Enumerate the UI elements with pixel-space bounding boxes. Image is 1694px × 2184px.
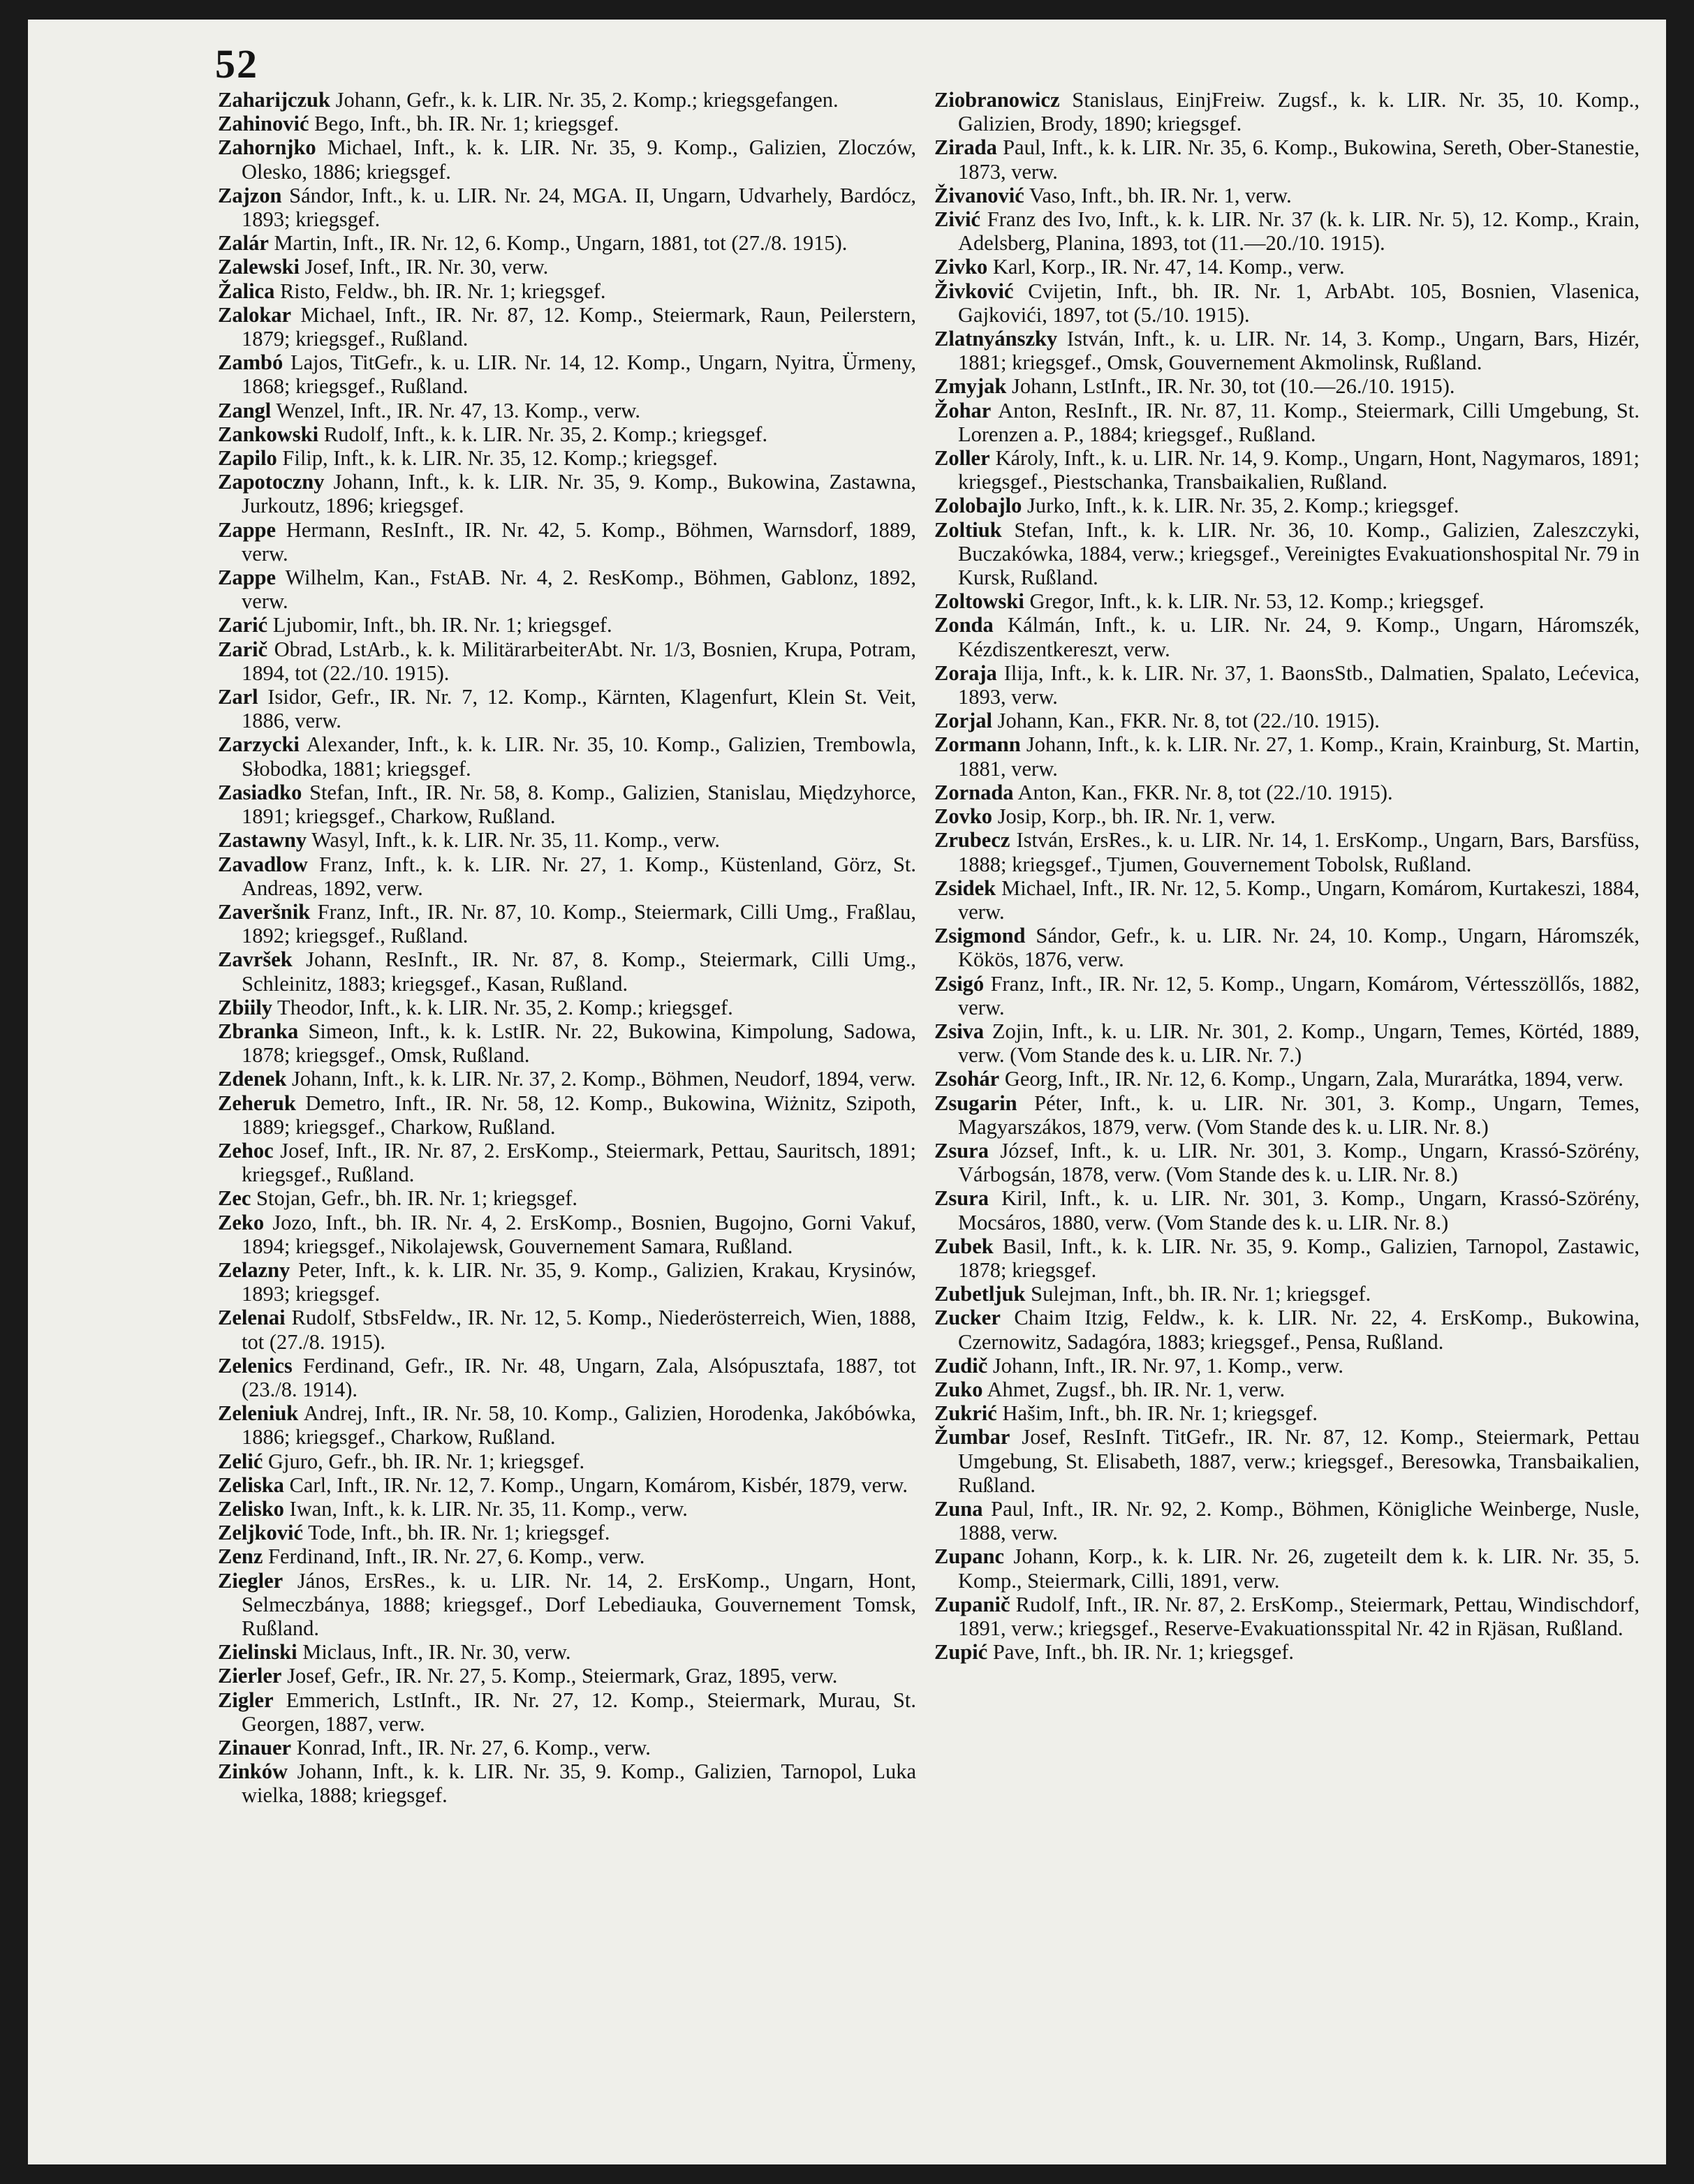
entry-details: Johann, Kan., FKR. Nr. 8, tot (22./10. 1915).: [992, 709, 1380, 733]
entry-details: Josef, Inft., IR. Nr. 87, 2. ErsKomp., Steiermark, Pettau, Sauritsch, 1891; kriegsgef., Rußland.: [242, 1138, 916, 1187]
entry-details: Andrej, Inft., IR. Nr. 58, 10. Komp., Galizien, Horodenka, Jakóbówka, 1886; kriegsgef., Charkow, Rußland.: [242, 1401, 916, 1449]
casualty-entry: [218, 900, 916, 947]
entry-surname: Zsura: [934, 1138, 989, 1163]
casualty-entry: [218, 1091, 916, 1139]
casualty-entry: [218, 1401, 916, 1449]
entry-surname: Žalica: [218, 279, 275, 303]
entry-surname: Zuna: [934, 1496, 983, 1521]
document-page: [28, 20, 1666, 2164]
entry-details: Stefan, Inft., k. k. LIR. Nr. 36, 10. Komp., Galizien, Zaleszczyki, Buczakówka, 1884, verw.; kriegsgef., Vereinigtes Evakuationshospital Nr. 79 in Kursk, Rußland.: [958, 517, 1640, 590]
entry-details: Vaso, Inft., bh. IR. Nr. 1, verw.: [1024, 183, 1292, 207]
entry-surname: Živanović: [934, 183, 1024, 207]
entry-surname: Zankowski: [218, 422, 319, 446]
entry-surname: Zeljković: [218, 1521, 303, 1545]
casualty-entry: [218, 1473, 916, 1497]
casualty-entry: [934, 589, 1640, 613]
casualty-entry: [218, 637, 916, 685]
entry-details: Georg, Inft., IR. Nr. 12, 6. Komp., Ungarn, Zala, Murarátka, 1894, verw.: [999, 1067, 1623, 1091]
entry-details: Anton, ResInft., IR. Nr. 87, 11. Komp., Steiermark, Cilli Umgebung, St. Lorenzen a. P., 1884; kriegsgef., Rußland.: [958, 398, 1640, 446]
casualty-entry: [934, 494, 1640, 517]
entry-details: Gregor, Inft., k. k. LIR. Nr. 53, 12. Komp.; kriegsgef.: [1024, 589, 1485, 614]
casualty-entry: [218, 1306, 916, 1353]
entry-surname: Zec: [218, 1186, 251, 1211]
casualty-entry: [218, 135, 916, 183]
casualty-entry: [218, 184, 916, 231]
casualty-entry: [934, 1019, 1640, 1067]
entry-surname: Zucker: [934, 1306, 1001, 1330]
entry-details: Sándor, Inft., k. u. LIR. Nr. 24, MGA. II, Ungarn, Udvarhely, Bardócz, 1893; kriegsgef.: [242, 183, 916, 232]
entry-details: Cvijetin, Inft., bh. IR. Nr. 1, ArbAbt. 105, Bosnien, Vlasenica, Gajkovići, 1897, tot (5./10. 1915).: [958, 279, 1640, 327]
casualty-entry: [934, 1186, 1640, 1234]
entry-surname: Zambó: [218, 351, 283, 375]
entry-surname: Zsura: [934, 1186, 989, 1211]
casualty-entry: [218, 1067, 916, 1091]
entry-surname: Zbiily: [218, 995, 272, 1019]
entry-details: Karl, Korp., IR. Nr. 47, 14. Komp., verw.: [987, 255, 1345, 279]
entry-surname: Zahornjko: [218, 135, 316, 160]
entry-surname: Zenz: [218, 1544, 263, 1569]
entry-details: Paul, Inft., k. k. LIR. Nr. 35, 6. Komp., Bukowina, Sereth, Ober-Stanestie, 1873, verw.: [958, 135, 1640, 184]
casualty-entry: [934, 876, 1640, 924]
entry-surname: Zapotoczny: [218, 470, 325, 494]
casualty-entry: [934, 1139, 1640, 1186]
entry-details: Sándor, Gefr., k. u. LIR. Nr. 24, 10. Komp., Ungarn, Háromszék, Kökös, 1876, verw.: [958, 924, 1640, 972]
entry-surname: Zarl: [218, 685, 258, 709]
entry-details: Michael, Inft., k. k. LIR. Nr. 35, 9. Komp., Galizien, Zloczów, Olesko, 1886; kriegsgef.: [242, 135, 916, 184]
entry-surname: Zappe: [218, 566, 277, 590]
entry-details: Wilhelm, Kan., FstAB. Nr. 4, 2. ResKomp., Böhmen, Gablonz, 1892, verw.: [242, 566, 916, 614]
casualty-entry: [934, 1401, 1640, 1425]
entry-surname: Zoltowski: [934, 589, 1024, 614]
casualty-entry: [934, 374, 1640, 398]
entry-details: Péter, Inft., k. u. LIR. Nr. 301, 3. Komp., Ungarn, Temes, Magyarszákos, 1879, verw. (Vom Stande des k. u. LIR. Nr. 8.): [958, 1091, 1640, 1139]
entry-details: Ferdinand, Inft., IR. Nr. 27, 6. Komp., verw.: [263, 1544, 645, 1569]
entry-details: Hašim, Inft., bh. IR. Nr. 1; kriegsgef.: [996, 1401, 1318, 1426]
entry-surname: Ziegler: [218, 1568, 283, 1593]
entry-surname: Zeheruk: [218, 1091, 296, 1115]
entry-surname: Zehoc: [218, 1138, 274, 1163]
entry-surname: Zudič: [934, 1353, 988, 1378]
entry-details: Martin, Inft., IR. Nr. 12, 6. Komp., Ungarn, 1881, tot (27./8. 1915).: [268, 231, 848, 256]
casualty-entry: [934, 828, 1640, 876]
entry-surname: Zivko: [934, 255, 988, 279]
entry-surname: Zaveršnik: [218, 899, 311, 924]
entry-surname: Zsohár: [934, 1067, 1000, 1091]
entry-details: Johann, Inft., k. k. LIR. Nr. 37, 2. Komp., Böhmen, Neudorf, 1894, verw.: [286, 1067, 916, 1091]
entry-details: Peter, Inft., k. k. LIR. Nr. 35, 9. Komp., Galizien, Krakau, Krysinów, 1893; kriegsgef.: [242, 1257, 916, 1306]
casualty-entry: [934, 1544, 1640, 1592]
casualty-entry: [934, 709, 1640, 732]
casualty-entry: [218, 1354, 916, 1401]
entry-surname: Zsugarin: [934, 1091, 1017, 1115]
casualty-entry: [218, 566, 916, 613]
casualty-entry: [218, 422, 916, 446]
casualty-entry: [218, 351, 916, 398]
entry-surname: Zmyjak: [934, 374, 1007, 399]
entry-details: Stojan, Gefr., bh. IR. Nr. 1; kriegsgef.: [251, 1186, 578, 1211]
entry-surname: Zeleniuk: [218, 1401, 299, 1426]
entry-details: Johann, Inft., IR. Nr. 97, 1. Komp., verw.: [987, 1353, 1343, 1378]
entry-surname: Zoller: [934, 446, 990, 471]
casualty-entry: [218, 1019, 916, 1067]
entry-details: Alexander, Inft., k. k. LIR. Nr. 35, 10. Komp., Galizien, Trembowla, Słobodka, 1881; kriegsgef.: [242, 732, 916, 781]
casualty-entry: [934, 1497, 1640, 1544]
entry-details: Zojin, Inft., k. u. LIR. Nr. 301, 2. Komp., Ungarn, Temes, Körtéd, 1889, verw. (Vom Stande des k. u. LIR. Nr. 7.): [958, 1019, 1640, 1068]
entry-details: Johann, Gefr., k. k. LIR. Nr. 35, 2. Komp.; kriegsgefangen.: [330, 88, 839, 112]
entry-surname: Zierler: [218, 1664, 282, 1688]
entry-surname: Zasiadko: [218, 780, 302, 804]
casualty-entry: [934, 88, 1640, 135]
casualty-entry: [218, 1569, 916, 1641]
entry-details: Johann, Inft., k. k. LIR. Nr. 27, 1. Komp., Krain, Krainburg, St. Martin, 1881, verw.: [958, 732, 1640, 781]
entry-details: Franz des Ivo, Inft., k. k. LIR. Nr. 37 (k. k. LIR. Nr. 5), 12. Komp., Krain, Adelsberg, Planina, 1893, tot (11.—20./10. 1915).: [958, 207, 1640, 256]
entry-surname: Zovko: [934, 804, 993, 829]
entry-details: Wasyl, Inft., k. k. LIR. Nr. 35, 11. Komp., verw.: [307, 828, 721, 853]
casualty-entry: [934, 1640, 1640, 1664]
entry-surname: Zelenics: [218, 1353, 293, 1378]
casualty-entry: [934, 1425, 1640, 1497]
casualty-entry: [934, 184, 1640, 207]
entry-surname: Zinków: [218, 1759, 288, 1784]
entry-surname: Zarić: [218, 613, 268, 637]
entry-surname: Zornada: [934, 780, 1014, 804]
entry-details: Gjuro, Gefr., bh. IR. Nr. 1; kriegsgef.: [263, 1449, 585, 1473]
entry-surname: Zrubecz: [934, 828, 1010, 853]
entry-details: Josef, ResInft. TitGefr., IR. Nr. 87, 12. Komp., Steiermark, Pettau Umgebung, St. Elisabeth, 1887, verw.; kriegsgef., Beresowka, Transbaikalien, Rußland.: [958, 1425, 1640, 1497]
entry-details: József, Inft., k. u. LIR. Nr. 301, 3. Komp., Ungarn, Krassó-Szörény, Várbogsán, 1878, verw. (Vom Stande des k. u. LIR. Nr. 8.): [958, 1138, 1640, 1187]
entry-surname: Zbranka: [218, 1019, 299, 1043]
entry-details: Paul, Inft., IR. Nr. 92, 2. Komp., Böhmen, Königliche Weinberge, Nusle, 1888, verw.: [958, 1496, 1640, 1545]
entry-details: Kiril, Inft., k. u. LIR. Nr. 301, 3. Komp., Ungarn, Krassó-Szörény, Mocsáros, 1880, verw. (Vom Stande des k. u. LIR. Nr. 8.): [958, 1186, 1640, 1234]
entry-details: Ferdinand, Gefr., IR. Nr. 48, Ungarn, Zala, Alsópusztafa, 1887, tot (23./8. 1914).: [242, 1353, 916, 1401]
entry-details: Theodor, Inft., k. k. LIR. Nr. 35, 2. Komp.; kriegsgef.: [272, 995, 733, 1019]
entry-surname: Zsigó: [934, 971, 985, 996]
casualty-entry: [218, 685, 916, 732]
entry-details: Pave, Inft., bh. IR. Nr. 1; kriegsgef.: [987, 1640, 1295, 1665]
casualty-entry: [218, 1640, 916, 1664]
entry-surname: Zoltiuk: [934, 517, 1002, 542]
entry-details: Lajos, TitGefr., k. u. LIR. Nr. 14, 12. Komp., Ungarn, Nyitra, Ürmeny, 1868; kriegsgef., Rußland.: [242, 351, 916, 399]
casualty-entry: [218, 947, 916, 995]
left-column: [218, 88, 916, 1808]
entry-surname: Zirada: [934, 135, 997, 160]
entry-details: Isidor, Gefr., IR. Nr. 7, 12. Komp., Kärnten, Klagenfurt, Klein St. Veit, 1886, verw.: [242, 685, 916, 733]
right-column: [934, 88, 1640, 1664]
casualty-entry: [934, 1067, 1640, 1091]
casualty-entry: [218, 1449, 916, 1473]
entry-details: Josip, Korp., bh. IR. Nr. 1, verw.: [992, 804, 1276, 829]
entry-details: Jurko, Inft., k. k. LIR. Nr. 35, 2. Komp.; kriegsgef.: [1022, 494, 1459, 518]
entry-details: Josef, Inft., IR. Nr. 30, verw.: [299, 255, 549, 279]
casualty-entry: [218, 518, 916, 566]
casualty-entry: [934, 924, 1640, 971]
entry-details: Rudolf, Inft., IR. Nr. 87, 2. ErsKomp., Steiermark, Pettau, Windischdorf, 1891, verw.; kriegsgef., Reserve-Evakuationsspital Nr. 42 in Rjäsan, Rußland.: [958, 1592, 1640, 1640]
casualty-entry: [218, 231, 916, 255]
casualty-entry: [934, 732, 1640, 780]
entry-details: Risto, Feldw., bh. IR. Nr. 1; kriegsgef.: [274, 279, 606, 303]
casualty-entry: [934, 661, 1640, 709]
entry-details: Bego, Inft., bh. IR. Nr. 1; kriegsgef.: [309, 112, 619, 136]
entry-details: Johann, Inft., k. k. LIR. Nr. 35, 9. Komp., Bukowina, Zastawna, Jurkoutz, 1896; kriegsgef.: [242, 470, 916, 518]
casualty-entry: [934, 1091, 1640, 1139]
entry-details: Basil, Inft., k. k. LIR. Nr. 35, 9. Komp., Galizien, Tarnopol, Zastawic, 1878; kriegsgef.: [958, 1234, 1640, 1282]
entry-details: Iwan, Inft., k. k. LIR. Nr. 35, 11. Komp., verw.: [283, 1496, 688, 1521]
casualty-entry: [934, 972, 1640, 1019]
casualty-entry: [218, 1186, 916, 1210]
entry-surname: Zeko: [218, 1210, 265, 1234]
entry-details: Rudolf, Inft., k. k. LIR. Nr. 35, 2. Komp.; kriegsgef.: [318, 422, 768, 446]
entry-surname: Žohar: [934, 398, 992, 422]
entry-surname: Zukrić: [934, 1401, 997, 1426]
casualty-entry: [218, 996, 916, 1019]
casualty-entry: [218, 1688, 916, 1736]
entry-details: Ahmet, Zugsf., bh. IR. Nr. 1, verw.: [982, 1377, 1286, 1401]
casualty-entry: [218, 1211, 916, 1258]
entry-details: Josef, Gefr., IR. Nr. 27, 5. Komp., Steiermark, Graz, 1895, verw.: [281, 1664, 838, 1688]
entry-details: János, ErsRes., k. u. LIR. Nr. 14, 2. ErsKomp., Ungarn, Hont, Selmeczbánya, 1888; kriegsgef., Dorf Lebediauka, Gouvernement Tomsk, Rußland.: [242, 1568, 916, 1640]
entry-details: Ilija, Inft., k. k. LIR. Nr. 37, 1. BaonsStb., Dalmatien, Spalato, Lećevica, 1893, verw.: [958, 661, 1640, 709]
casualty-entry: [934, 255, 1640, 279]
entry-details: Carl, Inft., IR. Nr. 12, 7. Komp., Ungarn, Komárom, Kisbér, 1879, verw.: [283, 1473, 908, 1497]
entry-surname: Zorjal: [934, 709, 993, 733]
casualty-entry: [934, 135, 1640, 183]
entry-surname: Zoraja: [934, 661, 997, 685]
entry-surname: Zelazny: [218, 1257, 290, 1282]
casualty-entry: [218, 1258, 916, 1306]
casualty-entry: [218, 732, 916, 780]
casualty-entry: [218, 112, 916, 135]
casualty-entry: [218, 255, 916, 279]
entry-details: Demetro, Inft., IR. Nr. 58, 12. Komp., Bukowina, Wiżnitz, Szipoth, 1889; kriegsgef., Charkow, Rußland.: [242, 1091, 916, 1139]
casualty-entry: [934, 279, 1640, 327]
entry-details: Emmerich, LstInft., IR. Nr. 27, 12. Komp., Steiermark, Murau, St. Georgen, 1887, verw.: [242, 1688, 916, 1736]
casualty-entry: [934, 207, 1640, 255]
casualty-entry: [218, 613, 916, 637]
entry-details: Tode, Inft., bh. IR. Nr. 1; kriegsgef.: [303, 1521, 610, 1545]
casualty-entry: [934, 1378, 1640, 1401]
entry-surname: Zelenai: [218, 1306, 286, 1330]
entry-details: Michael, Inft., IR. Nr. 87, 12. Komp., Steiermark, Raun, Peilerstern, 1879; kriegsgef., Rußland.: [242, 302, 916, 351]
entry-surname: Zappe: [218, 517, 277, 542]
casualty-entry: [934, 1306, 1640, 1353]
entry-details: Franz, Inft., k. k. LIR. Nr. 27, 1. Komp., Küstenland, Görz, St. Andreas, 1892, verw.: [242, 852, 916, 900]
entry-details: Stefan, Inft., IR. Nr. 58, 8. Komp., Galizien, Stanislau, Międzyhorce, 1891; kriegsgef., Charkow, Rußland.: [242, 780, 916, 829]
casualty-entry: [934, 518, 1640, 590]
entry-details: István, ErsRes., k. u. LIR. Nr. 14, 1. ErsKomp., Ungarn, Bars, Barsfüss, 1888; kriegsgef., Tjumen, Gouvernement Tobolsk, Rußland.: [958, 828, 1640, 876]
entry-surname: Zalokar: [218, 302, 292, 327]
entry-surname: Zalár: [218, 231, 269, 256]
entry-details: Johann, LstInft., IR. Nr. 30, tot (10.—26./10. 1915).: [1006, 374, 1455, 399]
entry-surname: Zsiva: [934, 1019, 985, 1043]
entry-surname: Žumbar: [934, 1425, 1010, 1449]
entry-details: Hermann, ResInft., IR. Nr. 42, 5. Komp., Böhmen, Warnsdorf, 1889, verw.: [242, 517, 916, 566]
entry-surname: Zelić: [218, 1449, 263, 1473]
entry-details: Simeon, Inft., k. k. LstIR. Nr. 22, Bukowina, Kimpolung, Sadowa, 1878; kriegsgef., Omsk, Rußland.: [242, 1019, 916, 1068]
entry-surname: Zupanič: [934, 1592, 1010, 1616]
entry-details: Johann, ResInft., IR. Nr. 87, 8. Komp., Steiermark, Cilli Umg., Schleinitz, 1883; kriegsgef., Kasan, Rußland.: [242, 947, 916, 996]
entry-surname: Zupanc: [934, 1544, 1005, 1569]
entry-details: Franz, Inft., IR. Nr. 87, 10. Komp., Steiermark, Cilli Umg., Fraßlau, 1892; kriegsgef., Rußland.: [242, 899, 916, 948]
casualty-entry: [218, 446, 916, 470]
entry-surname: Ziobranowicz: [934, 88, 1060, 112]
entry-surname: Zarzycki: [218, 732, 300, 757]
entry-surname: Živković: [934, 279, 1014, 303]
entry-details: Obrad, LstArb., k. k. MilitärarbeiterAbt. Nr. 1/3, Bosnien, Krupa, Potram, 1894, tot (22./10. 1915).: [242, 637, 916, 685]
casualty-entry: [218, 1521, 916, 1544]
entry-surname: Zonda: [934, 613, 994, 637]
entry-surname: Zsigmond: [934, 924, 1026, 948]
entry-surname: Zalewski: [218, 255, 300, 279]
entry-details: Michael, Inft., IR. Nr. 12, 5. Komp., Ungarn, Komárom, Kurtakeszi, 1884, verw.: [958, 876, 1640, 924]
casualty-entry: [934, 1593, 1640, 1640]
casualty-entry: [218, 853, 916, 900]
entry-details: Filip, Inft., k. k. LIR. Nr. 35, 12. Komp.; kriegsgef.: [277, 446, 718, 471]
entry-surname: Zubek: [934, 1234, 994, 1258]
casualty-entry: [218, 303, 916, 351]
entry-details: Chaim Itzig, Feldw., k. k. LIR. Nr. 22, 4. ErsKomp., Bukowina, Czernowitz, Sadagóra, 1883; kriegsgef., Pensa, Rußland.: [958, 1306, 1640, 1354]
entry-surname: Zavadlow: [218, 852, 308, 876]
casualty-entry: [218, 781, 916, 828]
entry-surname: Zormann: [934, 732, 1021, 757]
entry-surname: Zuko: [934, 1377, 983, 1401]
casualty-entry: [934, 446, 1640, 494]
entry-details: Anton, Kan., FKR. Nr. 8, tot (22./10. 1915).: [1013, 780, 1393, 804]
entry-surname: Zielinski: [218, 1640, 297, 1665]
entry-surname: Zinauer: [218, 1736, 292, 1760]
casualty-entry: [934, 1354, 1640, 1378]
entry-surname: Zastawny: [218, 828, 307, 853]
casualty-entry: [218, 1497, 916, 1521]
entry-surname: Zlatnyánszky: [934, 327, 1058, 351]
entry-surname: Zsidek: [934, 876, 996, 900]
casualty-entry: [218, 1736, 916, 1759]
casualty-entry: [934, 399, 1640, 446]
entry-details: Konrad, Inft., IR. Nr. 27, 6. Komp., verw.: [291, 1736, 651, 1760]
entry-surname: Zupić: [934, 1640, 988, 1665]
casualty-entry: [934, 613, 1640, 661]
casualty-entry: [218, 470, 916, 517]
entry-details: Miclaus, Inft., IR. Nr. 30, verw.: [297, 1640, 571, 1665]
casualty-entry: [218, 88, 916, 112]
entry-details: Johann, Korp., k. k. LIR. Nr. 26, zugeteilt dem k. k. LIR. Nr. 35, 5. Komp., Steiermark, Cilli, 1891, verw.: [958, 1544, 1640, 1593]
entry-surname: Zarič: [218, 637, 268, 661]
entry-surname: Zaharijczuk: [218, 88, 330, 112]
entry-surname: Zdenek: [218, 1067, 287, 1091]
casualty-entry: [218, 1139, 916, 1186]
entry-details: István, Inft., k. u. LIR. Nr. 14, 3. Komp., Ungarn, Bars, Hizér, 1881; kriegsgef., Omsk, Gouvernement Akmolinsk, Rußland.: [958, 327, 1640, 375]
entry-surname: Zivić: [934, 207, 981, 232]
entry-surname: Završek: [218, 947, 293, 972]
entry-details: Franz, Inft., IR. Nr. 12, 5. Komp., Ungarn, Komárom, Vértesszöllős, 1882, verw.: [958, 971, 1640, 1019]
entry-surname: Zolobajlo: [934, 494, 1022, 518]
entry-details: Kálmán, Inft., k. u. LIR. Nr. 24, 9. Komp., Ungarn, Háromszék, Kézdiszentkereszt, verw.: [958, 613, 1640, 661]
entry-surname: Zubetljuk: [934, 1282, 1026, 1306]
entry-surname: Zahinović: [218, 112, 309, 136]
casualty-entry: [218, 828, 916, 852]
casualty-entry: [934, 327, 1640, 374]
entry-surname: Zelisko: [218, 1496, 284, 1521]
entry-details: Rudolf, StbsFeldw., IR. Nr. 12, 5. Komp., Niederösterreich, Wien, 1888, tot (27./8. 1915).: [242, 1306, 916, 1354]
casualty-entry: [934, 781, 1640, 804]
entry-surname: Zajzon: [218, 183, 282, 207]
casualty-entry: [218, 1759, 916, 1807]
entry-details: Johann, Inft., k. k. LIR. Nr. 35, 9. Komp., Galizien, Tarnopol, Luka wielka, 1888; kriegsgef.: [242, 1759, 916, 1808]
casualty-entry: [218, 279, 916, 303]
casualty-entry: [934, 1234, 1640, 1282]
entry-surname: Zapilo: [218, 446, 277, 471]
entry-surname: Zangl: [218, 398, 272, 422]
entry-details: Wenzel, Inft., IR. Nr. 47, 13. Komp., verw.: [271, 398, 640, 422]
entry-details: Jozo, Inft., bh. IR. Nr. 4, 2. ErsKomp., Bosnien, Bugojno, Gorni Vakuf, 1894; kriegsgef., Nikolajewsk, Gouvernement Samara, Rußland.: [242, 1210, 916, 1258]
entry-details: Károly, Inft., k. u. LIR. Nr. 14, 9. Komp., Ungarn, Hont, Nagymaros, 1891; kriegsgef., Piestschanka, Transbaikalien, Rußland.: [958, 446, 1640, 494]
casualty-entry: [218, 399, 916, 422]
casualty-entry: [218, 1544, 916, 1568]
casualty-entry: [934, 1282, 1640, 1306]
entry-details: Stanislaus, EinjFreiw. Zugsf., k. k. LIR. Nr. 35, 10. Komp., Galizien, Brody, 1890; kriegsgef.: [958, 88, 1640, 136]
entry-details: Ljubomir, Inft., bh. IR. Nr. 1; kriegsgef.: [267, 613, 612, 637]
casualty-entry: [218, 1664, 916, 1688]
entry-surname: Zigler: [218, 1688, 274, 1712]
casualty-entry: [934, 804, 1640, 828]
page-number: 52: [215, 41, 258, 87]
entry-details: Sulejman, Inft., bh. IR. Nr. 1; kriegsgef.: [1025, 1282, 1371, 1306]
entry-surname: Zeliska: [218, 1473, 284, 1497]
